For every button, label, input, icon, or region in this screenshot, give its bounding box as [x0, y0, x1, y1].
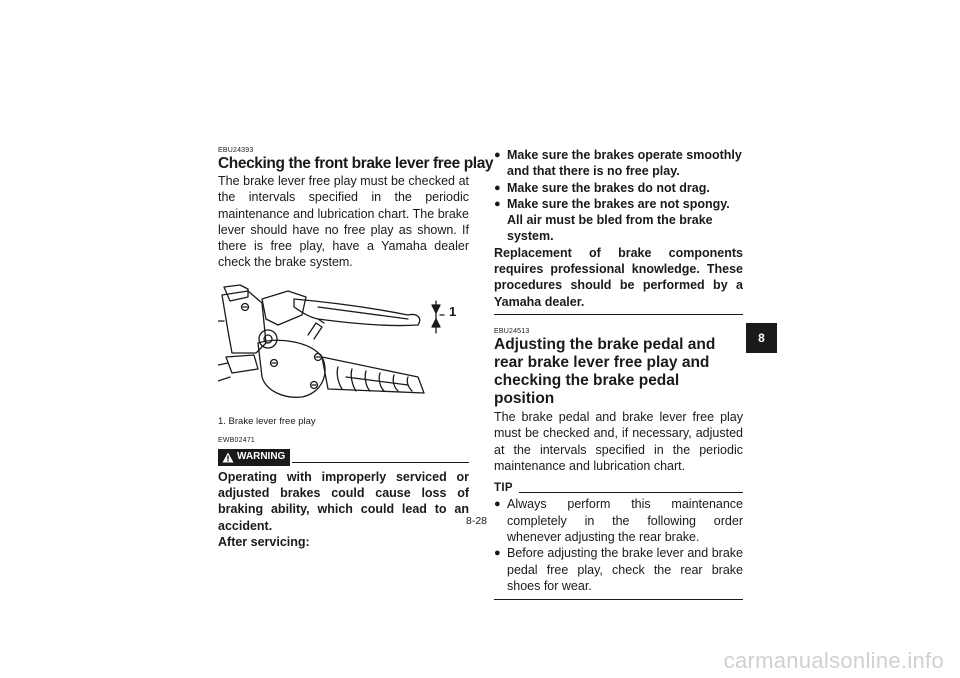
warning-badge: [218, 449, 290, 466]
list-item: ● Before adjusting the brake lever and brake pedal free play, check the rear brake shoes for wear.: [494, 545, 743, 594]
section-code: EBU24393: [218, 147, 254, 154]
warning-rule: [292, 462, 469, 463]
tip-bullet-list: [494, 496, 743, 594]
warning-label: WARNING: [237, 451, 286, 463]
list-item: ● Make sure the brakes operate smoothly and that there is no free play.: [494, 147, 743, 180]
watermark: carmanualsonline.info: [723, 648, 944, 673]
section-heading: Checking the front brake lever free play: [218, 155, 494, 172]
right-column: [494, 147, 743, 600]
brake-lever-drawing: [218, 281, 469, 411]
body-paragraph: The brake lever free play must be checked at the intervals specified in the periodic maintenance and lubrication chart. The brake lever should have no free play as shown. If there is free play, have a Yamaha dealer check the brake system.: [218, 174, 469, 270]
list-item: ● Make sure the brakes are not spongy. All air must be bled from the brake system.: [494, 196, 743, 245]
section-heading: Adjusting the brake pedal and rear brake lever free play and checking the brake pedal position: [494, 335, 716, 407]
warning-header: [218, 449, 469, 466]
list-item: ● Always perform this maintenance completely in the following order whenever adjusting the rear brake.: [494, 496, 743, 545]
warning-end-rule: [494, 314, 743, 315]
tip-rule: [519, 492, 743, 493]
tip-label: TIP: [494, 482, 513, 495]
replacement-note: Replacement of brake components requires professional knowledge. These procedures should be performed by a Yamaha dealer.: [494, 245, 743, 309]
chapter-tab: 8: [746, 323, 777, 353]
figure-caption: 1. Brake lever free play: [218, 415, 316, 427]
tip-end-rule: [494, 599, 743, 600]
warning-triangle-icon: [222, 452, 234, 463]
body-paragraph: The brake pedal and brake lever free play must be checked and, if necessary, adjusted at the intervals specified in the periodic maintenance and lubrication chart.: [494, 409, 743, 473]
brake-lever-illustration: [218, 281, 469, 411]
warning-code: EWB02471: [218, 436, 256, 444]
after-servicing-label: After servicing:: [218, 534, 310, 549]
warning-text: Operating with improperly serviced or adjusted brakes could cause loss of braking ability, which could lead to an accident.: [218, 469, 469, 533]
section-code: EBU24513: [494, 327, 530, 335]
tip-header: [494, 480, 743, 496]
servicing-bullet-list: [494, 147, 743, 245]
figure-callout-number: 1: [449, 303, 457, 319]
list-item: ● Make sure the brakes do not drag.: [494, 180, 743, 196]
page-number: 8-28: [466, 515, 488, 527]
